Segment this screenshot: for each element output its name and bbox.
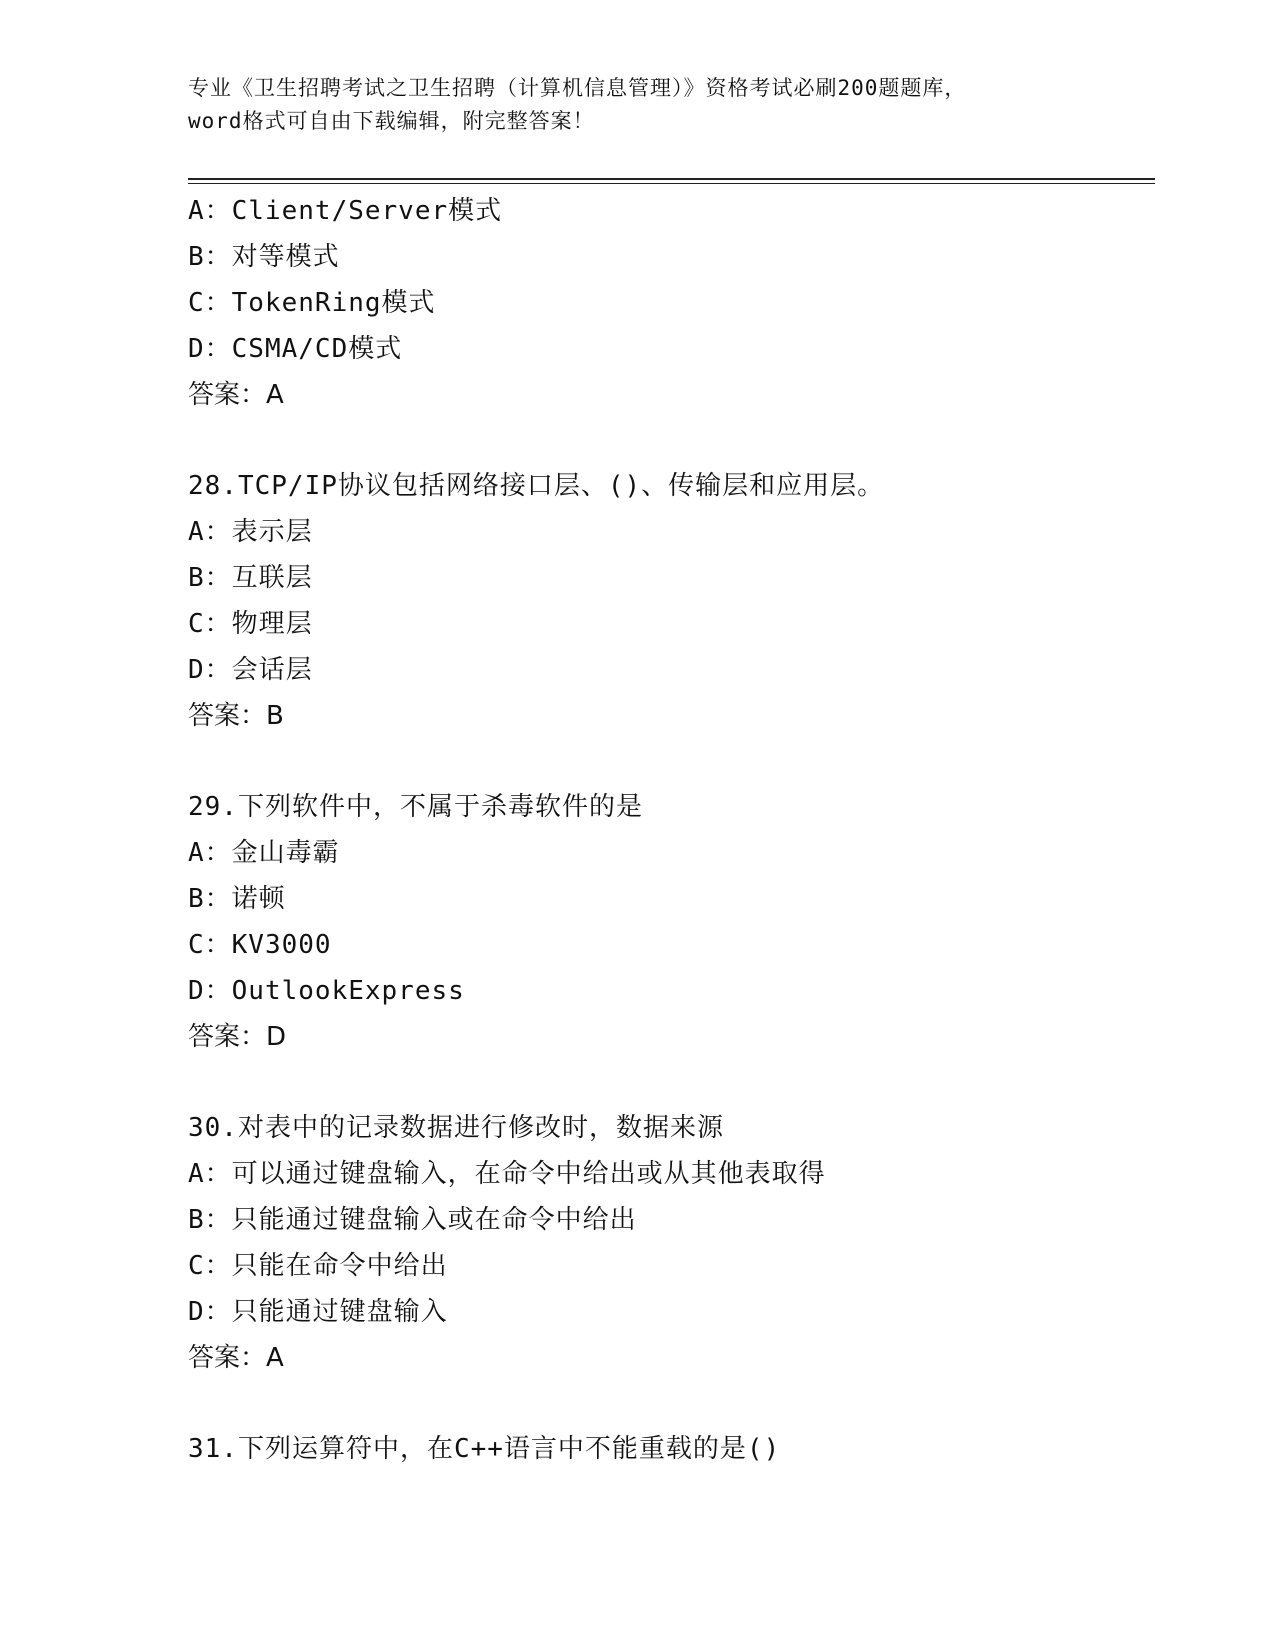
option-c: C：KV3000 — [188, 930, 332, 960]
block-spacer — [188, 1381, 1148, 1426]
option-d: D：只能通过键盘输入 — [188, 1297, 448, 1327]
block-spacer — [188, 739, 1148, 784]
question-text: 29.下列软件中，不属于杀毒软件的是 — [188, 792, 643, 822]
block-spacer — [188, 418, 1148, 463]
option-d: D：CSMA/CD模式 — [188, 334, 403, 364]
option-b: B：诺顿 — [188, 884, 286, 914]
question-list — [188, 188, 1148, 1472]
option-b: B：只能通过键盘输入或在命令中给出 — [188, 1205, 637, 1235]
question-block — [188, 463, 1148, 739]
question-block — [188, 1105, 1148, 1381]
option-d: D：会话层 — [188, 655, 313, 685]
header-line-1: 专业《卫生招聘考试之卫生招聘（计算机信息管理）》资格考试必刷200题题库， — [188, 76, 967, 100]
block-spacer — [188, 1060, 1148, 1105]
header-divider-thin — [188, 183, 1155, 184]
option-c: C：只能在命令中给出 — [188, 1251, 448, 1281]
question-block — [188, 188, 1148, 418]
header-line-2: word格式可自由下载编辑，附完整答案！ — [188, 109, 595, 133]
answer-line: 答案：A — [188, 380, 284, 410]
question-block — [188, 784, 1148, 1060]
question-block — [188, 1426, 1148, 1472]
question-text: 28.TCP/IP协议包括网络接口层、()、传输层和应用层。 — [188, 471, 885, 501]
answer-line: 答案：D — [188, 1022, 287, 1052]
option-c: C：TokenRing模式 — [188, 288, 436, 318]
option-a: A：可以通过键盘输入，在命令中给出或从其他表取得 — [188, 1159, 826, 1189]
question-text: 30.对表中的记录数据进行修改时，数据来源 — [188, 1113, 724, 1143]
option-a: A：金山毒霸 — [188, 838, 340, 868]
option-c: C：物理层 — [188, 609, 313, 639]
header-divider — [188, 178, 1155, 180]
option-a: A：表示层 — [188, 517, 313, 547]
answer-line: 答案：B — [188, 701, 284, 731]
option-b: B：对等模式 — [188, 242, 340, 272]
option-d: D：OutlookExpress — [188, 976, 465, 1006]
question-text: 31.下列运算符中，在C++语言中不能重载的是() — [188, 1434, 781, 1464]
document-header — [188, 72, 1088, 138]
option-a: A：Client/Server模式 — [188, 196, 503, 226]
answer-line: 答案：A — [188, 1343, 284, 1373]
option-b: B：互联层 — [188, 563, 313, 593]
